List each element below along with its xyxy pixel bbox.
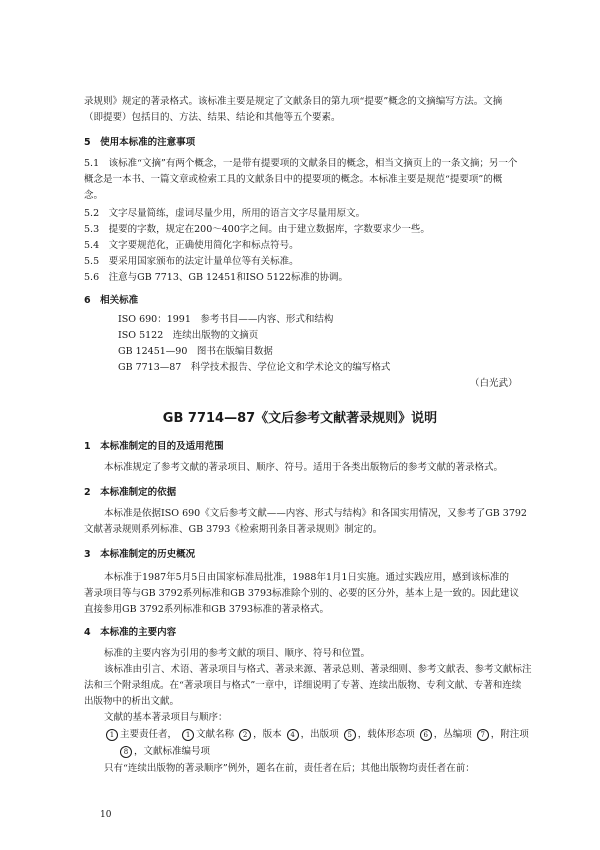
page-number: 10 <box>100 810 112 820</box>
section-3-paragraph-line3: 直接参用GB 3792系列标准和GB 3793标准的著录格式。 <box>84 604 330 615</box>
section-6-title: 相关标准 <box>100 295 139 306</box>
section-5-title: 使用本标准的注意事项 <box>100 137 196 148</box>
item-5-4: 5.4 文字要规范化，正确使用简化字和标点符号。 <box>84 240 299 251</box>
related-standard-item: GB 12451—90 图书在版编目数据 <box>118 346 273 357</box>
section-4-line4: 出版物中的析出文献。 <box>84 696 180 707</box>
item-5-1-line1: 5.1 该标准“文摘”有两个概念，一是带有提要项的文献条目的概念，相当文摘页上的一条文摘；另一个 <box>84 158 518 169</box>
author-attribution: （白光武） <box>470 378 518 389</box>
document-title: GB 7714—87《文后参考文献著录规则》说明 <box>162 411 438 426</box>
section-4-line1: 标准的主要内容为引用的参考文献的项目、顺序、符号和位置。 <box>104 648 371 659</box>
item-5-1-line2: 概念是一本书、一篇文章或检索工具的文献条目中的提要项的概念。本标准主要是规范“提要项”的概 <box>84 174 503 185</box>
section-1-paragraph: 本标准规定了参考文献的著录项目、顺序、符号。适用于各类出版物后的参考文献的著录格式。 <box>104 462 504 473</box>
section-4-line5: 文献的基本著录项目与顺序： <box>104 712 228 723</box>
section-4-last-line: 只有“连续出版物的著录顺序”例外，题名在前，责任者在后；其他出版物均责任者在前： <box>104 763 475 774</box>
section-6-heading <box>84 294 138 308</box>
section-3-paragraph-line2: 著录项目等与GB 3792系列标准和GB 3793标准除个别的、必要的区分外，基本上是一致的。因此建议 <box>84 588 520 599</box>
bibliographic-items-list-end: 8 ，文献标准编号项 <box>118 744 210 759</box>
related-standard-item: GB 7713—87 科学技术报告、学位论文和学术论文的编写格式 <box>118 362 391 373</box>
paragraph-continuation-line1: 录规则》规定的著录格式。该标准主要是规定了文献条目的第九项“提要”概念的文摘编写方法。文摘 <box>84 96 503 107</box>
section-3-paragraph-line1: 本标准于1987年5月5日由国家标准局批准，1988年1月1日实施。通过实践应用，感到该标准的 <box>104 572 510 583</box>
section-4-line2: 该标准由引言、术语、著录项目与格式、著录来源、著录总则、著录细则、参考文献表、参考文献标注 <box>104 664 532 675</box>
section-1-heading: 1 本标准制定的目的及适用范围 <box>84 441 224 452</box>
item-5-1-line3: 念。 <box>84 190 104 201</box>
section-4-heading: 4 本标准的主要内容 <box>84 627 177 638</box>
section-6-number: 6 <box>84 295 91 306</box>
bibliographic-items-list: 1 主要责任者， 1 文献名称 2 ，版本 4 ，出版项 5 ，载体形态项 6 ，丛编项 7 ，附注项 <box>104 727 529 742</box>
paragraph-continuation-line2: （即提要）包括目的、方法、结果、结论和其他等五个要素。 <box>84 112 341 123</box>
section-2-paragraph-line1: 本标准是依据ISO 690《文后参考文献——内容、形式与结构》和各国实用情况，又参考了GB 3792 <box>104 508 527 519</box>
section-2-paragraph-line2: 文献著录规则系列标准、GB 3793《检索期刊条目著录规则》制定的。 <box>84 524 383 535</box>
related-standard-item: ISO 690：1991 参考书目——内容、形式和结构 <box>118 314 334 325</box>
section-5-number: 5 <box>84 137 91 148</box>
section-3-heading: 3 本标准制定的历史概况 <box>84 549 196 560</box>
item-5-5: 5.5 要采用国家颁布的法定计量单位等有关标准。 <box>84 256 299 267</box>
section-5-heading <box>84 136 195 150</box>
item-5-2: 5.2 文字尽量简练，虚词尽量少用，所用的语言文字尽量用原文。 <box>84 208 366 219</box>
item-5-3: 5.3 提要的字数，规定在200～400字之间。由于建立数据库，字数要求少一些。 <box>84 224 430 235</box>
section-4-line3: 法和三个附录组成。在“著录项目与格式”一章中，详细说明了专著、连续出版物、专利文献、专著和连续 <box>84 680 522 691</box>
related-standard-item: ISO 5122 连续出版物的文摘页 <box>118 330 259 341</box>
section-2-heading: 2 本标准制定的依据 <box>84 487 177 498</box>
item-5-6: 5.6 注意与GB 7713、GB 12451和ISO 5122标准的协调。 <box>84 272 348 283</box>
